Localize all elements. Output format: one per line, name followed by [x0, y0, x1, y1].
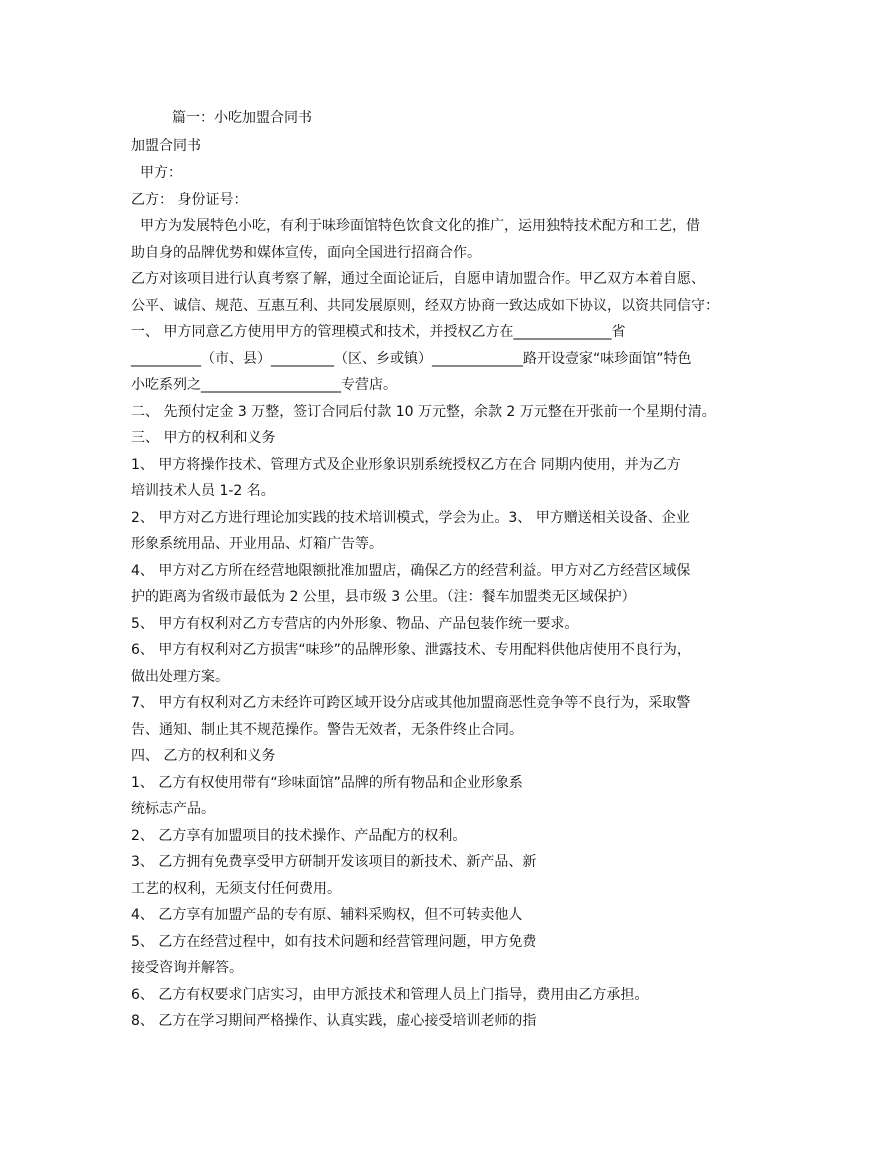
- clause-line: 一、 甲方同意乙方使用甲方的管理模式和技术，并授权乙方在______________省: [131, 324, 626, 340]
- paragraph-line: 乙方对该项目进行认真考察了解，通过全面论证后，自愿申请加盟合作。甲乙双方本着自愿、: [131, 271, 705, 287]
- clause-line: __________（市、县）_________（区、乡或镇）_____________路开设壹家“味珍面馆”特色: [131, 351, 692, 367]
- clause-line: 4、 乙方享有加盟产品的专有原、辅料采购权，但不可转卖他人: [131, 907, 523, 923]
- clause-line: 告、通知、制止其不规范操作。警告无效者，无条件终止合同。: [131, 722, 523, 738]
- party-a-line: 甲方：: [140, 165, 182, 181]
- clause-line: 5、 乙方在经营过程中，如有技术问题和经营管理问题，甲方免费: [131, 934, 537, 950]
- clause-line: 3、 乙方拥有免费享受甲方研制开发该项目的新技术、新产品、新: [131, 854, 537, 870]
- section-heading: 三、 甲方的权利和义务: [131, 430, 276, 446]
- paragraph-line: 助自身的品牌优势和媒体宣传，面向全国进行招商合作。: [131, 245, 481, 261]
- paragraph-line: 甲方为发展特色小吃，有利于味珍面馆特色饮食文化的推广，运用独特技术配方和工艺，借: [140, 218, 700, 234]
- paragraph-line: 公平、诚信、规范、互惠互利、共同发展原则，经双方协商一致达成如下协议，以资共同信守：: [131, 298, 719, 314]
- clause-line: 统标志产品。: [131, 801, 215, 817]
- clause-line: 1、 乙方有权使用带有“珍味面馆”品牌的所有物品和企业形象系: [131, 775, 523, 791]
- clause-line: 形象系统用品、开业用品、灯箱广告等。: [131, 536, 383, 552]
- clause-line: 接受咨询并解答。: [131, 960, 243, 976]
- clause-line: 工艺的权利，无须支付任何费用。: [131, 881, 341, 897]
- clause-line: 培训技术人员 1-2 名。: [131, 483, 275, 499]
- clause-line: 二、 先预付定金 3 万整，签订合同后付款 10 万元整，余款 2 万元整在开张前一个星期付清。: [131, 404, 716, 420]
- clause-line: 5、 甲方有权利对乙方专营店的内外形象、物品、产品包装作统一要求。: [131, 616, 579, 632]
- clause-line: 做出处理方案。: [131, 669, 229, 685]
- clause-line: 护的距离为省级市最低为 2 公里，县市级 3 公里。（注：餐车加盟类无区域保护）: [131, 589, 636, 605]
- clause-line: 1、 甲方将操作技术、管理方式及企业形象识别系统授权乙方在合 同期内使用，并为乙方: [131, 457, 681, 473]
- party-b-line: 乙方： 身份证号：: [131, 192, 248, 208]
- clause-line: 6、 乙方有权要求门店实习，由甲方派技术和管理人员上门指导，费用由乙方承担。: [131, 987, 649, 1003]
- clause-line: 4、 甲方对乙方所在经营地限额批准加盟店，确保乙方的经营利益。甲方对乙方经营区域保: [131, 563, 691, 579]
- document-title: 篇一：小吃加盟合同书: [172, 110, 312, 126]
- contract-heading: 加盟合同书: [131, 138, 201, 154]
- clause-line: 8、 乙方在学习期间严格操作、认真实践，虚心接受培训老师的指: [131, 1013, 537, 1029]
- clause-line: 2、 乙方享有加盟项目的技术操作、产品配方的权利。: [131, 828, 467, 844]
- section-heading: 四、 乙方的权利和义务: [131, 748, 276, 764]
- clause-line: 小吃系列之____________________专营店。: [131, 377, 397, 393]
- clause-line: 2、 甲方对乙方进行理论加实践的技术培训模式，学会为止。3、 甲方赠送相关设备、企业: [131, 510, 690, 526]
- clause-line: 6、 甲方有权利对乙方损害“味珍”的品牌形象、泄露技术、专用配料供他店使用不良行为，: [131, 642, 691, 658]
- clause-line: 7、 甲方有权利对乙方未经许可跨区域开设分店或其他加盟商恶性竞争等不良行为，采取警: [131, 695, 691, 711]
